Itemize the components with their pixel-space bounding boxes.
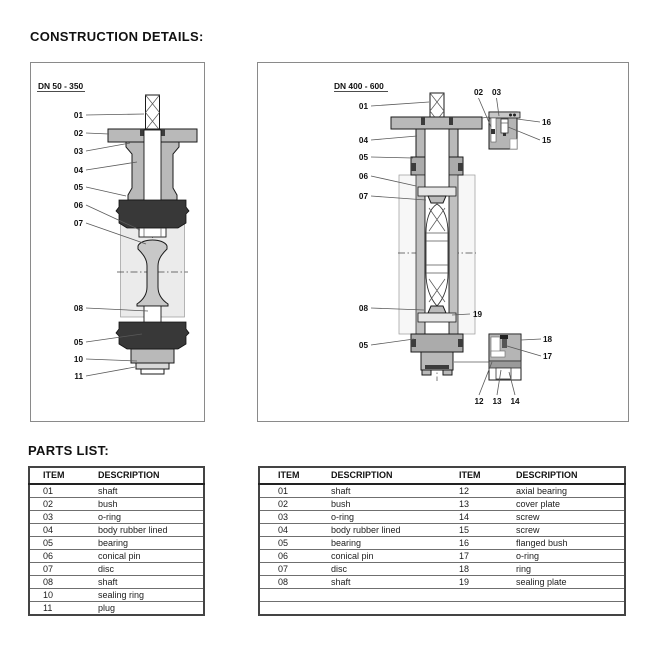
valve-cross-section-dn400-600: [258, 63, 628, 421]
lower-bearing-housing: [411, 334, 463, 352]
col-header-description: DESCRIPTION: [319, 467, 447, 484]
inset-bottom-detail: [489, 334, 521, 380]
callout-19: 19: [473, 310, 483, 319]
table-row: [259, 563, 625, 576]
callout-07: 07: [73, 219, 83, 228]
diagram-panel-dn50-350: [30, 62, 205, 422]
table-row: [29, 550, 204, 563]
table-row: [29, 576, 204, 589]
description-cell: conical pin: [85, 550, 204, 563]
description-cell: bearing: [85, 537, 204, 550]
callout-05: 05: [73, 183, 83, 192]
item-cell: 12: [447, 484, 504, 498]
table-row: [259, 537, 625, 550]
variant-label: DN 50 - 350: [38, 81, 84, 91]
cap-foot: [422, 370, 431, 375]
description-cell: disc: [319, 563, 447, 576]
empty-cell: [259, 602, 319, 616]
description-cell: cover plate: [504, 498, 625, 511]
description-cell: bush: [85, 498, 204, 511]
empty-cell: [447, 589, 504, 602]
item-cell: 06: [29, 550, 85, 563]
description-cell: ring: [504, 563, 625, 576]
callout-03: 03: [491, 88, 502, 97]
callout-02: 02: [473, 88, 484, 97]
callout-15: 15: [542, 136, 552, 145]
callout-05b: 05: [73, 338, 83, 347]
pin-collar: [139, 228, 166, 237]
description-cell: body rubber lined: [319, 524, 447, 537]
callout-01: 01: [73, 111, 83, 120]
table-row: [29, 484, 204, 498]
description-cell: screw: [504, 511, 625, 524]
empty-cell: [259, 589, 319, 602]
callout-06: 06: [73, 201, 83, 210]
description-cell: sealing plate: [504, 576, 625, 589]
description-cell: axial bearing: [504, 484, 625, 498]
pin-collar-bottom: [428, 306, 446, 313]
description-cell: shaft: [85, 576, 204, 589]
item-cell: 17: [447, 550, 504, 563]
description-cell: body rubber lined: [85, 524, 204, 537]
table-header-row: [29, 467, 204, 484]
pin-collar: [428, 196, 446, 203]
construction-details-title: CONSTRUCTION DETAILS:: [30, 29, 204, 44]
description-cell: shaft: [319, 576, 447, 589]
callout-08: 08: [358, 304, 368, 313]
callout-17: 17: [543, 352, 553, 361]
top-flange: [391, 117, 482, 129]
col-header-item: ITEM: [29, 467, 85, 484]
table-row-empty: [259, 589, 625, 602]
empty-cell: [447, 602, 504, 616]
top-sealing-plate: [418, 187, 456, 196]
empty-cell: [319, 589, 447, 602]
table-row: [259, 550, 625, 563]
item-cell: 03: [259, 511, 319, 524]
description-cell: bush: [319, 498, 447, 511]
bearing-mark: [411, 163, 416, 171]
sealing-ring: [136, 363, 169, 369]
inset-top-connector: [482, 117, 489, 118]
item-cell: 08: [29, 576, 85, 589]
item-cell: 04: [29, 524, 85, 537]
description-cell: conical pin: [319, 550, 447, 563]
table-row: [259, 484, 625, 498]
item-cell: 16: [447, 537, 504, 550]
description-cell: flanged bush: [504, 537, 625, 550]
empty-cell: [319, 602, 447, 616]
parts-table-right: [258, 466, 626, 616]
callout-05: 05: [358, 153, 368, 162]
description-cell: screw: [504, 524, 625, 537]
lower-bearing-gland: [116, 322, 189, 349]
callout-06: 06: [358, 172, 368, 181]
callout-10: 10: [73, 355, 83, 364]
item-cell: 15: [447, 524, 504, 537]
description-cell: bearing: [319, 537, 447, 550]
col-header-item: ITEM: [259, 467, 319, 484]
item-cell: 07: [29, 563, 85, 576]
table-row: [259, 524, 625, 537]
bush-mark: [421, 117, 425, 125]
bearing-mark: [411, 339, 416, 347]
cap-seal-mark: [425, 365, 449, 369]
table-row: [259, 511, 625, 524]
valve-cross-section-dn50-350: [31, 63, 204, 421]
item-cell: 08: [259, 576, 319, 589]
callout-04: 04: [73, 166, 83, 175]
liner-wall-right: [449, 175, 458, 334]
callout-08: 08: [73, 304, 83, 313]
table-row: [29, 563, 204, 576]
shaft-top: [146, 95, 160, 130]
item-cell: 02: [259, 498, 319, 511]
table-row: [259, 576, 625, 589]
parts-list-title: PARTS LIST:: [28, 443, 110, 458]
diagram-panel-dn400-600: [257, 62, 629, 422]
callout-13: 13: [492, 397, 502, 406]
callout-01: 01: [358, 102, 368, 111]
item-cell: 05: [29, 537, 85, 550]
empty-cell: [504, 602, 625, 616]
cap-foot: [443, 370, 452, 375]
table-row: [29, 524, 204, 537]
callout-05b: 05: [358, 341, 368, 350]
bearing-mark: [458, 339, 463, 347]
item-cell: 10: [29, 589, 85, 602]
bearing-mark: [458, 163, 463, 171]
description-cell: plug: [85, 602, 204, 616]
item-cell: 06: [259, 550, 319, 563]
col-header-description: DESCRIPTION: [504, 467, 625, 484]
callout-11: 11: [74, 372, 83, 381]
description-cell: sealing ring: [85, 589, 204, 602]
item-cell: 05: [259, 537, 319, 550]
item-cell: 07: [259, 563, 319, 576]
table-row: [29, 537, 204, 550]
item-cell: 18: [447, 563, 504, 576]
table-row: [29, 498, 204, 511]
description-cell: disc: [85, 563, 204, 576]
callout-18: 18: [543, 335, 553, 344]
item-cell: 14: [447, 511, 504, 524]
description-cell: shaft: [85, 484, 204, 498]
item-cell: 01: [29, 484, 85, 498]
table-row: [29, 589, 204, 602]
o-ring-mark: [449, 117, 453, 125]
col-header-item: ITEM: [447, 467, 504, 484]
callout-16: 16: [542, 118, 552, 127]
callout-02: 02: [73, 129, 83, 138]
o-ring-mark: [161, 129, 165, 136]
variant-label: DN 400 - 600: [334, 81, 384, 91]
plug: [141, 369, 164, 374]
bottom-cap: [131, 349, 174, 363]
callout-12: 12: [474, 397, 484, 406]
item-cell: 19: [447, 576, 504, 589]
table-row: [29, 602, 204, 616]
description-cell: shaft: [319, 484, 447, 498]
item-cell: 03: [29, 511, 85, 524]
description-cell: o-ring: [319, 511, 447, 524]
callout-03: 03: [73, 147, 83, 156]
bush-mark: [140, 129, 144, 136]
parts-table-left: [28, 466, 205, 616]
item-cell: 11: [29, 602, 85, 616]
col-header-description: DESCRIPTION: [85, 467, 204, 484]
callout-14: 14: [510, 397, 520, 406]
item-cell: 02: [29, 498, 85, 511]
callout-04: 04: [358, 136, 368, 145]
item-cell: 01: [259, 484, 319, 498]
item-cell: 04: [259, 524, 319, 537]
callout-07: 07: [358, 192, 368, 201]
empty-cell: [504, 589, 625, 602]
table-row-empty: [259, 602, 625, 616]
item-cell: 13: [447, 498, 504, 511]
table-header-row: [259, 467, 625, 484]
bottom-sealing-plate: [418, 313, 456, 322]
inset-top-detail: [489, 112, 520, 149]
description-cell: o-ring: [85, 511, 204, 524]
table-row: [29, 511, 204, 524]
description-cell: o-ring: [504, 550, 625, 563]
table-row: [259, 498, 625, 511]
